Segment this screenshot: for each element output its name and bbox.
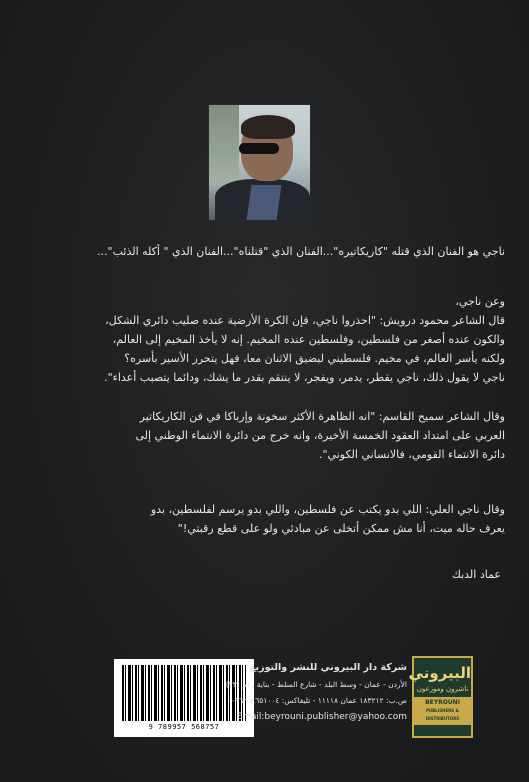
publisher-address: الأردن - عمان - وسط البلد - شارع السلط - بناية رقم (٢٣) xyxy=(225,680,407,689)
paragraph-naji xyxy=(151,500,505,538)
publisher-logo xyxy=(408,656,473,738)
paragraph-line: العربي على امتداد العقود الخمسة الأخيرة، وانه خرج من دائرة الانتماء الوطني إلى xyxy=(135,429,505,442)
signature: عماد الدبك xyxy=(451,568,501,581)
paragraph-darwish xyxy=(104,292,505,387)
photo-hair xyxy=(241,115,295,139)
publisher-name: شركة دار البيروني للنشر والتوزيع xyxy=(249,662,407,673)
barcode-bars xyxy=(122,665,246,721)
isbn-number: 9 789957 568757 xyxy=(148,723,220,731)
paragraph-line: وقال الشاعر سميح القاسم: "انه الظاهرة الأكثر سخونة وإرباكا في فن الكاريكاتير xyxy=(139,410,505,423)
paragraph-qasim xyxy=(135,407,505,464)
publisher-email: Email:beyrouni.publisher@yahoo.com xyxy=(236,712,407,722)
logo-tagline: ناشرون وموزعون xyxy=(416,685,469,693)
paragraph-line: والكون عنده أصغر من فلسطين، وفلسطين عنده المخيم. إنه لا يأخذ المخيم إلى العالم، xyxy=(112,333,505,346)
logo-name: البيروني xyxy=(408,664,471,682)
photo-sunglasses xyxy=(239,143,279,154)
author-photo xyxy=(208,104,311,221)
paragraph-line: قال الشاعر محمود درويش: "احذروا ناجي، فإن الكرة الأرضية عنده صليب دائري الشكل، xyxy=(105,314,505,327)
publisher-po-box: ص.ب: ١٨٣٢١٢ عمان ١١١١٨ - تليفاكس: ٠٠٩٦٢٦٤٦٥١٠٠٤ xyxy=(227,696,407,705)
logo-latin-line: BEYROUNI xyxy=(425,699,460,706)
paragraph-line: وعن ناجي، xyxy=(455,295,505,308)
logo-latin xyxy=(414,697,471,725)
paragraph-line: ناجي لا يقول ذلك، ناجي يقطر، يدمر، ويفجر، لا ينتقم بقدر ما يشك، ودائما يتصبب أعداء". xyxy=(104,371,505,384)
paragraph-line: ولكنه يأسر العالم، في مخيم. فلسطيني لبضيق الاثنان معا، فهل يتحرر الأسير بأسره؟ xyxy=(124,352,505,365)
intro-line: ناجي هو الفنان الذي قتله "كاريكاتيره"...الفنان الذي "قتلناه"...الفنان الذي " أكله الذئب"... xyxy=(97,245,505,258)
paragraph-line: يعرف حاله ميت، أنا مش ممكن أتخلى عن مبادئي ولو على قطع رقبتي!" xyxy=(177,522,505,535)
logo-latin-line: PUBLISHERS & DISTRIBUTORS xyxy=(425,708,460,721)
paragraph-line: دائرة الانتماء القومي، فالانساني الكوني". xyxy=(319,448,505,461)
paragraph-line: وقال ناجي العلي: اللي بدو يكتب عن فلسطين، واللي بدو يرسم لفلسطين، بدو xyxy=(150,503,505,516)
photo-shirt xyxy=(247,185,282,220)
photo-background-trees xyxy=(209,105,239,185)
